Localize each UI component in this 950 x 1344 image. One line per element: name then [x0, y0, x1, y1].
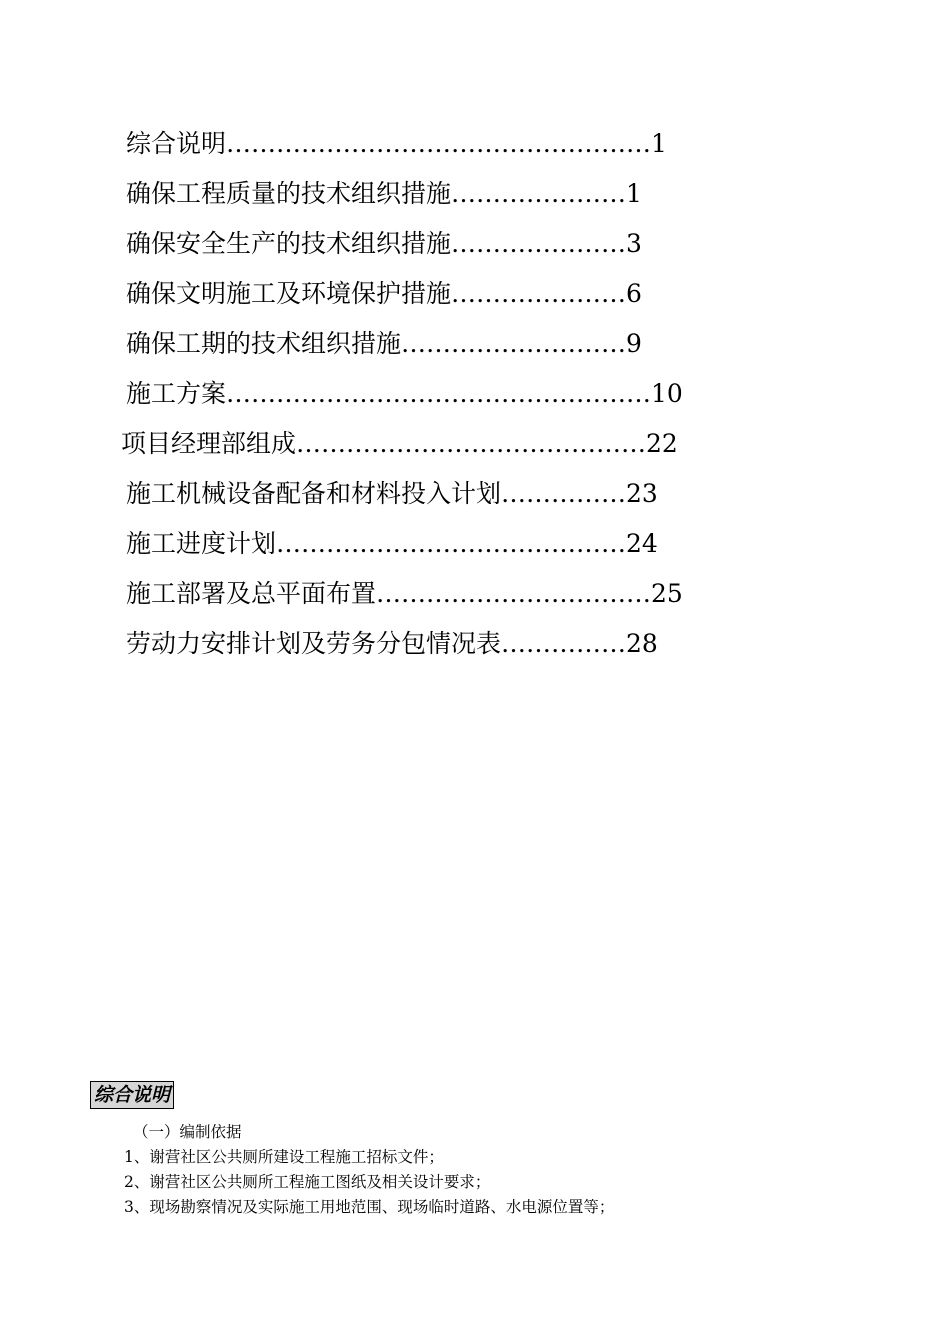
toc-leader-dots: ……………: [501, 479, 627, 508]
toc-page-number: 1: [626, 179, 642, 208]
toc-entry-label: 施工方案: [126, 379, 227, 408]
section-heading: 综合说明: [90, 1081, 174, 1109]
toc-page-number: 3: [626, 229, 642, 258]
toc-entry[interactable]: [126, 174, 642, 214]
body-paragraph: 3、现场勘察情况及实际施工用地范围、现场临时道路、水电源位置等；: [124, 1198, 615, 1216]
toc-leader-dots: ……………………………: [376, 579, 652, 608]
body-paragraph: 1、谢营社区公共厕所建设工程施工招标文件；: [124, 1148, 444, 1166]
toc-leader-dots: ……………………………………………: [226, 379, 652, 408]
toc-page-number: 6: [626, 279, 642, 308]
toc-entry-label: 施工进度计划: [126, 529, 277, 558]
toc-entry[interactable]: [126, 524, 658, 564]
toc-entry[interactable]: [126, 624, 658, 664]
body-paragraph: 2、谢营社区公共厕所工程施工图纸及相关设计要求；: [124, 1173, 491, 1191]
toc-page-number: 28: [626, 629, 658, 658]
toc-page-number: 10: [651, 379, 683, 408]
toc-page-number: 9: [626, 329, 642, 358]
toc-leader-dots: …………………: [451, 179, 627, 208]
toc-page-number: 1: [651, 129, 667, 158]
toc-leader-dots: ………………………: [401, 329, 627, 358]
toc-entry[interactable]: [126, 274, 642, 314]
toc-entry[interactable]: [126, 124, 667, 164]
toc-entry[interactable]: [126, 374, 683, 414]
toc-page-number: 25: [651, 579, 683, 608]
toc-leader-dots: …………………: [451, 229, 627, 258]
toc-entry-label: 确保文明施工及环境保护措施: [126, 279, 452, 308]
toc-entry[interactable]: [126, 574, 683, 614]
toc-entry[interactable]: [126, 474, 658, 514]
toc-entry-label: 确保工程质量的技术组织措施: [126, 179, 452, 208]
toc-leader-dots: ……………………………………………: [226, 129, 652, 158]
toc-entry[interactable]: [126, 224, 642, 264]
toc-entry[interactable]: [121, 424, 678, 464]
toc-entry[interactable]: [126, 324, 642, 364]
section-subheading: （一）编制依据: [133, 1123, 242, 1141]
toc-entry-label: 施工部署及总平面布置: [126, 579, 377, 608]
toc-leader-dots: ……………………………………: [276, 529, 627, 558]
toc-entry-label: 项目经理部组成: [121, 429, 297, 458]
toc-leader-dots: ……………: [501, 629, 627, 658]
toc-page-number: 24: [626, 529, 658, 558]
toc-leader-dots: ……………………………………: [296, 429, 647, 458]
toc-page-number: 22: [646, 429, 678, 458]
toc-page-number: 23: [626, 479, 658, 508]
toc-entry-label: 施工机械设备配备和材料投入计划: [126, 479, 502, 508]
toc-entry-label: 确保工期的技术组织措施: [126, 329, 402, 358]
toc-leader-dots: …………………: [451, 279, 627, 308]
toc-entry-label: 综合说明: [126, 129, 227, 158]
toc-entry-label: 确保安全生产的技术组织措施: [126, 229, 452, 258]
toc-entry-label: 劳动力安排计划及劳务分包情况表: [126, 629, 502, 658]
